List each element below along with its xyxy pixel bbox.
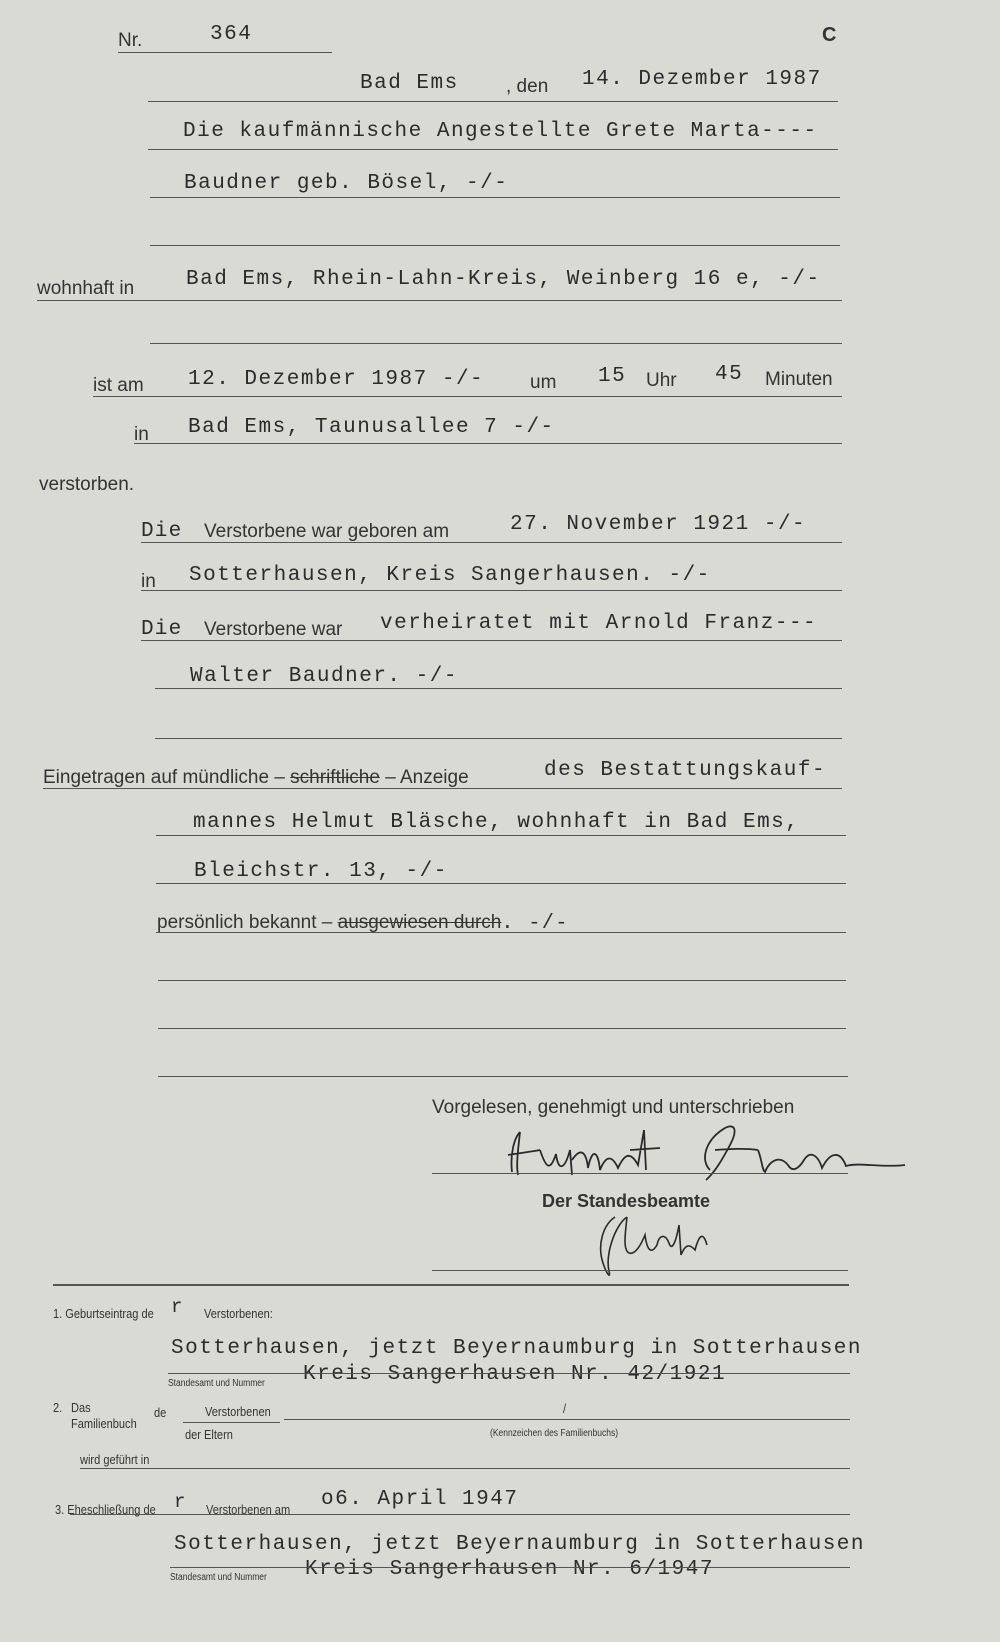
marriage-label: Verstorbene war [204, 619, 343, 640]
item1-value-line-2: Kreis Sangerhausen Nr. 42/1921 [303, 1363, 727, 1386]
item1-suffix: r [171, 1296, 184, 1318]
official-label: Der Standesbeamte [542, 1191, 711, 1211]
item1-label: 1. Geburtseintrag de [53, 1306, 154, 1321]
death-place-label: in [134, 424, 149, 445]
signature-caption: Vorgelesen, genehmigt und unterschrieben [432, 1097, 795, 1118]
item2-number: 2. [53, 1400, 63, 1415]
item3-label-end: Verstorbenen am [206, 1502, 291, 1517]
report-line-1: des Bestattungskauf- [544, 759, 827, 782]
uhr-label: Uhr [646, 370, 677, 391]
identity-typed: . -/- [501, 912, 569, 935]
item2-eltern: der Eltern [185, 1427, 233, 1442]
minuten-label: Minuten [765, 369, 833, 390]
item1-label-end: Verstorbenen: [204, 1306, 273, 1321]
marriage-line-2: Walter Baudner. -/- [190, 665, 458, 688]
person-line-1: Die kaufmännische Angestellte Grete Marta---- [183, 120, 818, 143]
report-line-3: Bleichstr. 13, -/- [194, 860, 448, 883]
form-code: C [822, 24, 837, 46]
birth-label: Verstorbene war geboren am [204, 521, 450, 542]
marriage-line-1: verheiratet mit Arnold Franz--- [380, 612, 818, 635]
birth-place-label: in [141, 571, 156, 592]
item3-date: o6. April 1947 [321, 1488, 519, 1511]
birth-date: 27. November 1921 -/- [510, 513, 807, 536]
report-line-2: mannes Helmut Bläsche, wohnhaft in Bad Ems, [193, 811, 800, 834]
verstorben-label: verstorben. [39, 474, 135, 495]
marriage-prefix: Die [141, 618, 183, 641]
official-signature [585, 1195, 745, 1285]
death-date: 12. Dezember 1987 -/- [188, 368, 485, 391]
item3-label: 3. Eheschließung de [55, 1502, 156, 1517]
item3-standesamt-label: Standesamt und Nummer [170, 1572, 267, 1583]
report-label-end: – Anzeige [385, 767, 469, 788]
death-minute: 45 [715, 363, 744, 386]
item3-value-line-2: Kreis Sangerhausen Nr. 6/1947 [305, 1558, 714, 1581]
death-hour: 15 [598, 365, 627, 388]
informant-signature [500, 1120, 920, 1190]
item2-de: de [154, 1405, 167, 1420]
report-label [43, 767, 469, 789]
residence-label: wohnhaft in [37, 278, 135, 299]
item3-suffix: r [174, 1491, 187, 1513]
birth-prefix: Die [141, 520, 183, 543]
item2-verstorbenen: Verstorbenen [205, 1404, 271, 1419]
death-place: Bad Ems, Taunusallee 7 -/- [188, 416, 555, 439]
death-date-label: ist am [93, 375, 144, 396]
nr-label: Nr. [118, 30, 143, 51]
residence-value: Bad Ems, Rhein-Lahn-Kreis, Weinberg 16 e, -/- [186, 268, 821, 291]
identity-struck: ausgewiesen durch [337, 912, 502, 933]
birth-place: Sotterhausen, Kreis Sangerhausen. -/- [189, 564, 711, 587]
identity-label: persönlich bekannt – [157, 912, 333, 933]
person-line-2: Baudner geb. Bösel, -/- [184, 172, 509, 195]
register-place: Bad Ems [360, 72, 459, 95]
register-number: 364 [210, 23, 253, 46]
item1-value-line-1: Sotterhausen, jetzt Beyernaumburg in Sotterhausen [171, 1337, 863, 1360]
item2-familienbuch: Familienbuch [71, 1416, 137, 1431]
item1-standesamt-label: Standesamt und Nummer [168, 1378, 265, 1389]
item2-das: Das [71, 1400, 91, 1415]
item2-wird: wird geführt in [80, 1452, 150, 1467]
item2-kennzeichen: (Kennzeichen des Familienbuchs) [490, 1428, 619, 1439]
report-label-start: Eingetragen auf mündliche – [43, 767, 285, 788]
report-label-struck: schriftliche [290, 767, 380, 788]
item2-slash: / [563, 1401, 567, 1416]
register-date: 14. Dezember 1987 [582, 68, 822, 91]
den-label: , den [506, 76, 549, 97]
um-label: um [530, 372, 557, 393]
item3-value-line-1: Sotterhausen, jetzt Beyernaumburg in Sotterhausen [174, 1533, 866, 1556]
